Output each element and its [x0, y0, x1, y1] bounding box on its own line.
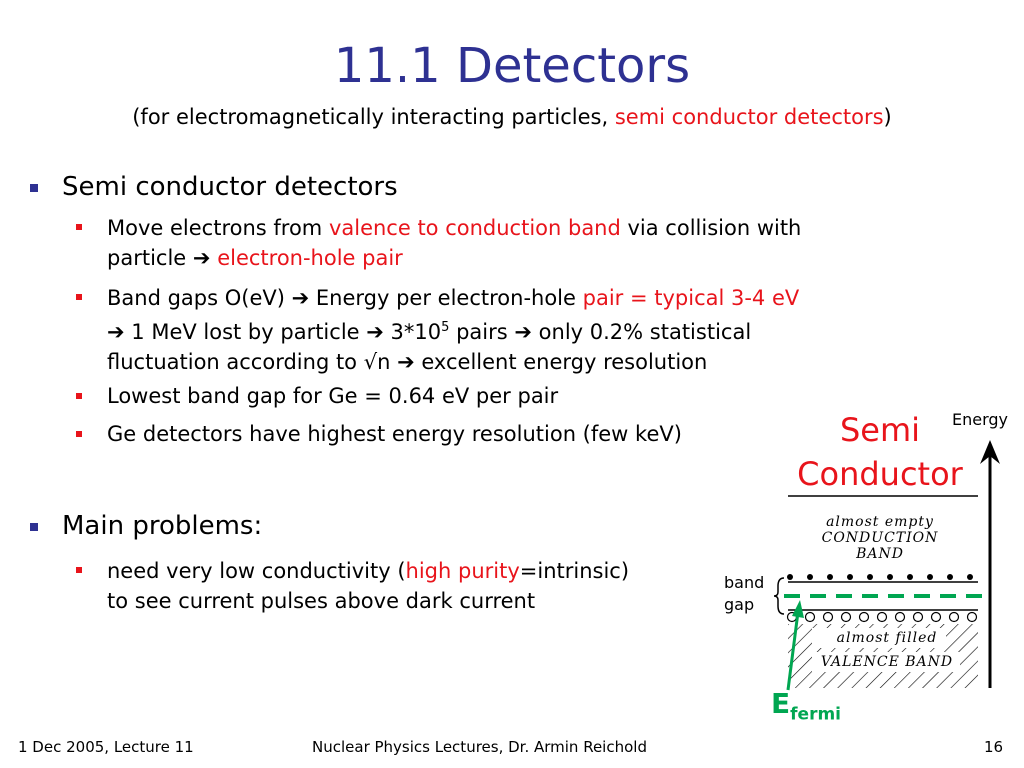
bullet-band-gaps [107, 283, 967, 377]
text: to see current pulses above dark current [107, 589, 536, 613]
text: =intrinsic) [519, 559, 630, 583]
text: only 0.2% statistical [531, 320, 752, 344]
subtitle-highlight: semi conductor detectors [614, 105, 884, 129]
band-gap-brace-icon [774, 578, 784, 614]
conduction-band-label [795, 514, 965, 562]
bullet-lowest-band-gap: Lowest band gap for Ge = 0.64 eV per pair [107, 384, 559, 408]
fermi-level-label [771, 688, 841, 731]
section-heading-main-problems: Main problems: [62, 511, 263, 541]
text: particle [107, 246, 193, 270]
right-arrow-icon: ➔ [192, 246, 211, 270]
slide-title: 11.1 Detectors [333, 38, 691, 94]
right-arrow-icon: ➔ [366, 320, 384, 344]
bullet-low-conductivity [107, 556, 747, 616]
superscript: 5 [441, 320, 450, 335]
text: Band gaps O(eV) [107, 286, 292, 310]
conduction-electrons [787, 574, 973, 580]
right-arrow-icon: ➔ [397, 350, 415, 374]
diagram-title-line2: Conductor [797, 455, 963, 493]
footer-date: 1 Dec 2005, Lecture 11 [18, 738, 194, 756]
bullet-square-icon [30, 184, 38, 192]
text: need very low conductivity ( [107, 559, 406, 583]
band-diagram [770, 430, 1024, 730]
conduction-line1: almost empty [826, 514, 934, 530]
sub-bullet-icon [76, 567, 82, 573]
valence-line1: almost filled [836, 630, 938, 646]
fermi-main: E [771, 687, 791, 720]
sub-bullet-icon [76, 431, 82, 437]
right-arrow-icon: ➔ [107, 320, 125, 344]
band-gap-line2: gap [724, 595, 755, 614]
text: pairs [449, 320, 515, 344]
band-gap-label [724, 572, 764, 616]
text: 1 MeV lost by particle [124, 320, 367, 344]
text: via collision with [620, 216, 802, 240]
text: excellent energy resolution [414, 350, 708, 374]
right-arrow-icon: ➔ [291, 286, 310, 310]
diagram-title-line1: Semi [839, 411, 921, 449]
text: Energy per electron-hole [309, 286, 583, 310]
fermi-sub: fermi [790, 704, 841, 725]
text-highlight: high purity [405, 559, 520, 583]
subtitle-open: (for electromagnetically interacting particles, [132, 105, 615, 129]
section-heading-semiconductor: Semi conductor detectors [62, 172, 398, 202]
right-arrow-icon: ➔ [514, 320, 532, 344]
valence-line2: VALENCE BAND [820, 654, 954, 670]
text: 3*10 [383, 320, 442, 344]
footer-page-number: 16 [984, 738, 1004, 756]
fermi-pointer-arrowhead-icon [792, 600, 804, 618]
footer-course: Nuclear Physics Lectures, Dr. Armin Reichold [312, 738, 647, 756]
valence-holes [788, 613, 977, 622]
text-highlight: electron-hole pair [217, 246, 403, 270]
slide-subtitle [0, 102, 1024, 132]
bullet-ge-detectors: Ge detectors have highest energy resolution (few keV) [107, 422, 682, 446]
subtitle-close: ) [883, 105, 892, 129]
conduction-line2: CONDUCTION BAND [821, 530, 939, 562]
band-gap-line1: band [724, 573, 765, 592]
sub-bullet-icon [76, 294, 82, 300]
text: Move electrons from [107, 216, 329, 240]
energy-axis-label: Energy [952, 410, 1009, 429]
text-highlight: pair = typical 3-4 eV [582, 286, 800, 310]
text: fluctuation according to √n [107, 350, 398, 374]
valence-band-label [812, 626, 962, 674]
bullet-square-icon [30, 523, 38, 531]
sub-bullet-icon [76, 224, 82, 230]
text-highlight: valence to conduction band [328, 216, 621, 240]
bullet-move-electrons [107, 213, 967, 273]
sub-bullet-icon [76, 393, 82, 399]
